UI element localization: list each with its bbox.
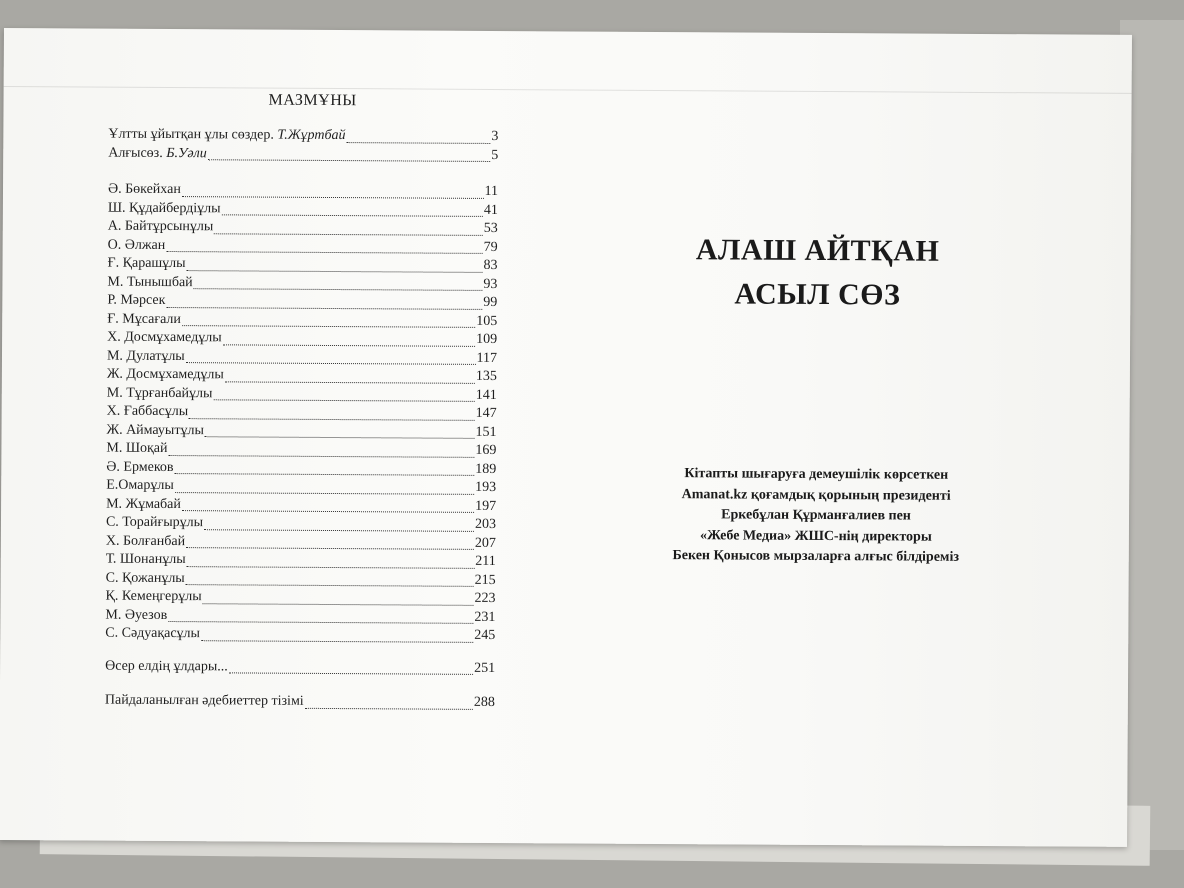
toc-entry-label: Х. Ғаббасұлы xyxy=(106,403,189,420)
toc-entry-text: Алғысөз. xyxy=(108,145,167,161)
toc-row xyxy=(106,478,496,499)
toc-page-number: 193 xyxy=(475,479,497,496)
book-title xyxy=(602,228,1033,319)
toc-leader-dots xyxy=(182,500,474,513)
toc-page-number: 169 xyxy=(475,442,497,459)
toc-row xyxy=(108,237,498,258)
toc-leader-dots xyxy=(186,352,476,365)
toc-leader-dots xyxy=(204,519,474,532)
toc-leader-dots xyxy=(208,149,491,162)
toc-leader-dots xyxy=(201,630,473,643)
acknowledgement-line: Бекен Қонысов мырзаларға алғыс білдіреміз xyxy=(672,548,960,565)
toc-row xyxy=(106,533,496,554)
toc-leader-dots xyxy=(305,698,473,710)
toc-entry-label: Х. Досмұхамедұлы xyxy=(107,329,222,346)
toc-entry-text: Ұлтты ұйытқан ұлы сөздер. xyxy=(108,126,278,143)
toc-row xyxy=(107,256,497,277)
toc-entry-label: Ә. Ермеков xyxy=(106,459,174,475)
toc-page-number: 53 xyxy=(483,220,498,237)
toc-entry-label: Қ. Кемеңгерұлы xyxy=(105,588,202,605)
toc-page-number: 245 xyxy=(474,627,496,644)
toc-page-number: 207 xyxy=(474,535,496,551)
toc-leader-dots xyxy=(175,463,475,476)
toc-row xyxy=(106,441,496,462)
toc-leader-dots xyxy=(213,390,474,403)
toc-entry-label: Ғ. Қарашұлы xyxy=(107,255,186,272)
toc-leader-dots xyxy=(346,132,490,144)
toc-leader-dots xyxy=(187,260,483,273)
toc-page-number: 79 xyxy=(483,239,498,255)
toc-entry-label: Ж. Аймауытұлы xyxy=(106,422,204,438)
toc-page-number: 141 xyxy=(475,387,497,403)
acknowledgement-line: Кітапты шығаруға демеушілік көрсеткен xyxy=(684,466,949,483)
toc-row xyxy=(108,145,498,166)
toc-leader-dots xyxy=(222,205,483,218)
toc-row xyxy=(107,348,497,369)
toc-entry-label: М. Тұрғанбайұлы xyxy=(106,385,213,401)
toc-entry-label: Пайдаланылған әдебиеттер тізімі xyxy=(104,692,304,709)
toc-entry-label: А. Байтұрсынұлы xyxy=(107,218,214,235)
toc-leader-dots xyxy=(223,334,476,347)
toc-entry-label: М. Тынышбай xyxy=(107,274,193,290)
toc-row xyxy=(108,127,498,148)
toc-page-number: 223 xyxy=(474,590,496,607)
toc-leader-dots xyxy=(168,611,473,624)
toc-entry-label: О. Әлжан xyxy=(107,237,166,253)
toc-page-number: 3 xyxy=(491,128,499,145)
toc-row xyxy=(107,330,497,351)
toc-row xyxy=(105,607,495,628)
toc-page-number: 251 xyxy=(474,660,496,676)
toc-entry-label xyxy=(108,127,345,144)
toc-row xyxy=(105,589,495,610)
toc-leader-dots xyxy=(166,297,482,310)
toc-leader-dots xyxy=(168,445,474,458)
toc-leader-dots xyxy=(186,537,474,550)
toc-row xyxy=(108,200,498,221)
toc-row xyxy=(105,693,495,714)
acknowledgement-block xyxy=(601,464,1032,569)
toc-page-number: 99 xyxy=(483,294,498,311)
toc-row xyxy=(106,422,496,443)
toc-page-number: 203 xyxy=(474,516,497,533)
toc-entry-label: Ә. Бөкейхан xyxy=(107,181,181,198)
toc-row xyxy=(106,552,496,573)
toc-spacer xyxy=(108,164,498,184)
toc-entry-author: Б.Уәли xyxy=(166,145,207,161)
toc-entry-label xyxy=(108,145,207,162)
acknowledgement-line: Amanat.kz қоғамдық қорының президенті xyxy=(681,486,951,504)
toc-leader-dots xyxy=(205,426,475,439)
toc-entry-label: Ж. Досмұхамедұлы xyxy=(106,366,224,383)
toc-page-number: 231 xyxy=(474,609,496,625)
toc-leader-dots xyxy=(186,574,474,587)
toc-leader-dots xyxy=(194,278,483,291)
toc-entry-label: Ш. Құдайбердіұлы xyxy=(107,200,221,216)
toc-row xyxy=(105,658,495,679)
toc-row xyxy=(107,385,497,406)
toc-row xyxy=(108,219,498,240)
toc-page-number: 11 xyxy=(484,183,499,200)
toc-entry-label: Өсер елдің ұлдары... xyxy=(105,658,228,674)
toc-entry-label: Р. Мәрсек xyxy=(107,292,166,308)
table-of-contents xyxy=(105,91,499,714)
toc-entry-label: Ғ. Мұсағали xyxy=(107,311,181,327)
toc-page-number: 109 xyxy=(476,331,498,348)
toc-row xyxy=(106,515,496,536)
toc-page-number: 93 xyxy=(483,276,498,292)
toc-entries-list xyxy=(105,182,498,647)
toc-page-number: 147 xyxy=(475,405,497,422)
toc-page-number: 197 xyxy=(475,498,497,514)
toc-leader-dots xyxy=(229,663,473,675)
toc-entry-label: М. Дулатұлы xyxy=(106,348,185,364)
toc-entry-label: М. Шоқай xyxy=(106,440,168,457)
toc-title: МАЗМҰНЫ xyxy=(268,91,357,110)
toc-row xyxy=(106,496,496,517)
toc-row xyxy=(107,274,497,295)
toc-row xyxy=(106,459,496,480)
toc-entry-label: Х. Болғанбай xyxy=(105,533,186,549)
toc-page-number: 117 xyxy=(476,350,498,366)
book-title-line-2: АСЫЛ СӨЗ xyxy=(734,277,901,312)
book-spread-page xyxy=(0,28,1132,847)
toc-row xyxy=(107,367,497,388)
toc-page-number: 288 xyxy=(473,694,495,711)
toc-page-number: 189 xyxy=(475,461,497,477)
toc-row xyxy=(105,626,495,647)
toc-entry-label: С. Қожанұлы xyxy=(105,570,185,586)
toc-page-number: 105 xyxy=(476,313,498,329)
toc-leader-dots xyxy=(175,482,475,495)
toc-leader-dots xyxy=(187,556,475,569)
toc-leader-dots xyxy=(203,593,474,606)
book-title-line-1: АЛАШ АЙТҚАН xyxy=(695,233,940,268)
toc-entry-label: Т. Шонанұлы xyxy=(105,551,186,568)
toc-entry-label: Е.Омарұлы xyxy=(106,477,174,494)
toc-page-number: 41 xyxy=(483,202,498,218)
toc-page-number: 215 xyxy=(474,572,496,588)
acknowledgement-line: «Жебе Медиа» ЖШС-нің директоры xyxy=(700,527,932,545)
acknowledgement-line: Еркебұлан Құрманғалиев пен xyxy=(721,507,911,524)
toc-leader-dots xyxy=(214,223,483,236)
toc-row xyxy=(107,293,497,314)
toc-page-number: 83 xyxy=(483,257,498,274)
toc-leader-dots xyxy=(189,408,475,421)
toc-row xyxy=(107,404,497,425)
toc-entry-label: М. Әуезов xyxy=(105,607,168,623)
toc-row xyxy=(108,182,498,203)
toc-entry-author: Т.Жұртбай xyxy=(277,127,346,144)
toc-page-number: 211 xyxy=(475,553,496,570)
toc-row xyxy=(106,570,496,591)
toc-row xyxy=(107,311,497,332)
toc-entry-label: С. Сәдуақасұлы xyxy=(105,625,201,642)
toc-leader-dots xyxy=(166,241,482,254)
toc-entry-label: М. Жұмабай xyxy=(106,496,181,512)
toc-page-number: 135 xyxy=(475,368,497,385)
toc-page-number: 151 xyxy=(475,424,497,440)
toc-page-number: 5 xyxy=(491,147,499,163)
toc-leader-dots xyxy=(182,315,475,328)
toc-entry-label: С. Торайғырұлы xyxy=(105,514,204,531)
toc-leader-dots xyxy=(182,186,484,199)
toc-leader-dots xyxy=(225,371,475,384)
